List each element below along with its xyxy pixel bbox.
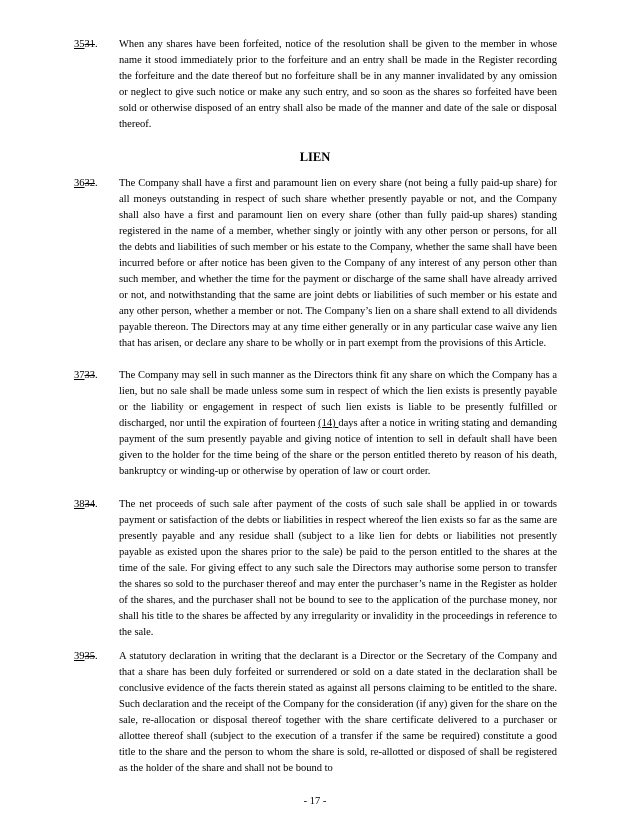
article-number: 3531. [74,39,98,50]
article-number: 3834. [74,499,98,510]
article-text: The Company shall have a first and paramount lien on every share (not being a fully paid-up share) for all moneys outstanding in respect of such share whether presently payable or not, and the Company shall also have a first and paramount lien on every share (other than fully paid-up shares) standing registered in the name of a member, whether singly or jointly with any other person or persons, for all the debts and liabilities of such member or his estate to the Company, whether the same shall have been incurred before or after notice has been given to the Company of any interest of any person other than such member, and whether the time for the payment or discharge of the same shall have already arrived or not, and notwithstanding that the same are joint debts or liabilities of such member or his estate and any other person, whether a member or not. The Company’s lien on a share shall extend to all dividends payable thereon. The Directors may at any time either generally or in any particular case waive any lien that has arisen, or declare any share to be wholly or in part exempt from the provisions of this Article. [119,178,557,349]
article-text: The net proceeds of such sale after payment of the costs of such sale shall be applied in or towards payment or satisfaction of the debts or liabilities in respect whereof the lien exists so far as the same are presently payable and any residue shall (subject to a like lien for debts or liabilities not presently payable as existed upon the shares prior to the sale) be paid to the person entitled to the shares at the time of the sale. For giving effect to any such sale the Directors may authorise some person to transfer the shares so sold to the purchaser thereof and may enter the purchaser’s name in the Register as holder of the shares, and the purchaser shall not be bound to see to the application of the purchase money, nor shall his title to the shares be affected by any irregularity or invalidity in the proceedings in reference to the sale. [119,499,557,638]
article-number: 3632. [74,178,98,189]
article-text: The Company may sell in such manner as the Directors think fit any share on which the Company has a lien, but no sale shall be made unless some sum in respect of which the lien exists is presently payable or the liability or engagement in respect of such lien exists is liable to be presently fulfilled or discharged, nor until the expiration of fourteen (14) days after a notice in writing stating and demanding payment of the sum presently payable and giving notice of intention to sell in default shall have been given to the holder for the time being of the share or the person entitled thereto by reason of his death, bankruptcy or winding-up or otherwise by operation of law or court order. [119,370,557,477]
article-text: A statutory declaration in writing that the declarant is a Director or the Secretary of the Company and that a share has been duly forfeited or surrendered or sold on a date stated in the declaration shall be conclusive evidence of the facts therein stated as against all persons claiming to be entitled to the share. Such declaration and the receipt of the Company for the consideration (if any) given for the share on the sale, re-allocation or disposal thereof together with the share certificate delivered to a purchaser or allottee thereof shall (subject to the execution of a transfer if the same be required) constitute a good title to the share and the person to whom the share is sold, re-allotted or disposed of shall be registered as the holder of the share and shall not be bound to [119,651,557,774]
article-text: When any shares have been forfeited, notice of the resolution shall be given to the member in whose name it stood immediately prior to the forfeiture and an entry shall be made in the Register recording the forfeiture and the date thereof but no forfeiture shall be in any manner invalidated by any omission or neglect to give such notice or make any such entry, and so soon as the shares so forfeited have been sold or otherwise disposed of an entry shall also be made of the manner and date of the sale or disposal thereof. [119,39,557,130]
article-number: 3733. [74,370,98,381]
article-number: 3935. [74,651,98,662]
page-number: - 17 - [303,796,327,807]
section-heading: LIEN [299,150,331,164]
inserted-text: (14) [318,418,339,429]
